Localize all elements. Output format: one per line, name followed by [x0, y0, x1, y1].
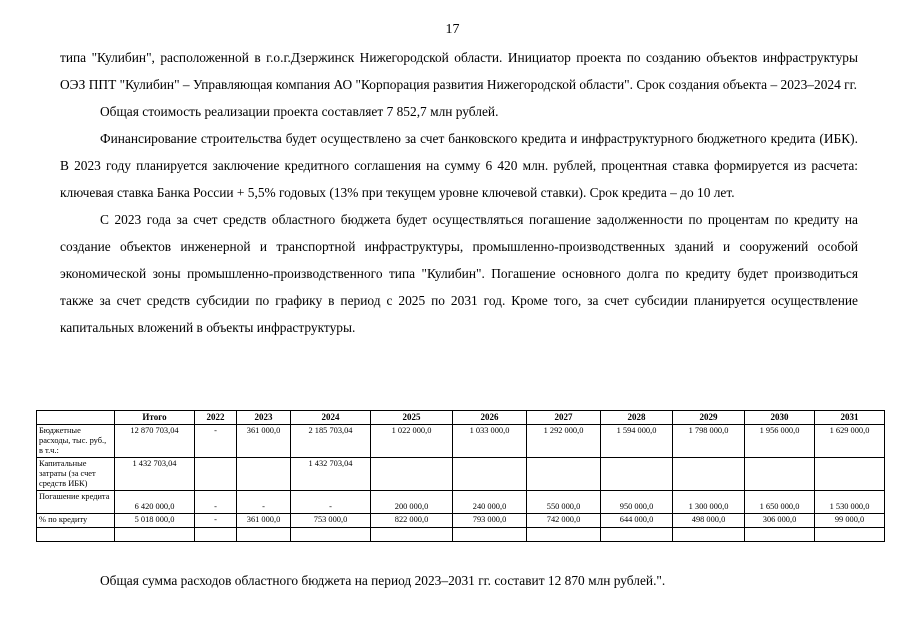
- table-row: [37, 425, 885, 458]
- row-label: Капитальные затраты (за счет средств ИБК): [37, 458, 115, 491]
- table-cell-empty: [527, 528, 601, 542]
- row-label: % по кредиту: [37, 514, 115, 528]
- table-cell: 361 000,0: [237, 425, 291, 458]
- row-label: Бюджетные расходы, тыс. руб., в т.ч.:: [37, 425, 115, 458]
- table-cell: 306 000,0: [745, 514, 815, 528]
- table-cell: 950 000,0: [601, 491, 673, 514]
- table-cell-empty: [115, 528, 195, 542]
- table-cell-empty: [453, 528, 527, 542]
- table-cell: 1 798 000,0: [673, 425, 745, 458]
- table-cell: 200 000,0: [371, 491, 453, 514]
- table-cell: -: [291, 491, 371, 514]
- table-header-cell: Итого: [115, 411, 195, 425]
- table-cell-empty: [371, 528, 453, 542]
- table-cell: [601, 458, 673, 491]
- table-header-cell: 2029: [673, 411, 745, 425]
- table-cell: 12 870 703,04: [115, 425, 195, 458]
- table-cell: [527, 458, 601, 491]
- table-header-cell: 2026: [453, 411, 527, 425]
- table-cell: 498 000,0: [673, 514, 745, 528]
- table-cell: -: [195, 514, 237, 528]
- closing-statement: Общая сумма расходов областного бюджета на период 2023–2031 гг. составит 12 870 млн рублей.".: [100, 573, 666, 588]
- table-cell: 1 300 000,0: [673, 491, 745, 514]
- table-cell: 1 432 703,04: [115, 458, 195, 491]
- table-cell: 1 530 000,0: [815, 491, 885, 514]
- table-header-cell: 2024: [291, 411, 371, 425]
- table-cell: [815, 458, 885, 491]
- table-cell: 1 022 000,0: [371, 425, 453, 458]
- budget-table: [36, 410, 885, 542]
- table-header-cell: 2022: [195, 411, 237, 425]
- table-cell: 361 000,0: [237, 514, 291, 528]
- paragraph-2: Общая стоимость реализации проекта составляет 7 852,7 млн рублей.: [100, 104, 499, 119]
- table-cell: 644 000,0: [601, 514, 673, 528]
- table-cell: 240 000,0: [453, 491, 527, 514]
- table-header-row: [37, 411, 885, 425]
- table-cell-empty: [37, 528, 115, 542]
- paragraph-3: Финансирование строительства будет осуществлено за счет банковского кредита и инфраструктурного бюджетного кредита (ИБК). В 2023 году планируется заключение кредитного соглашения на сумму 6 420 млн. рублей, процентная ставка формируется из расчета: ключевая ставка Банка России + 5,5% годовых (13% при текущем уровне ключевой ставки). Срок кредита – до 10 лет.: [60, 131, 858, 200]
- table-cell: 1 292 000,0: [527, 425, 601, 458]
- table-cell: 1 594 000,0: [601, 425, 673, 458]
- row-label: Погашение кредита: [37, 491, 115, 514]
- table-cell: 753 000,0: [291, 514, 371, 528]
- table-cell: 5 018 000,0: [115, 514, 195, 528]
- table-cell-empty: [601, 528, 673, 542]
- table-header-cell: 2030: [745, 411, 815, 425]
- table-cell: [673, 458, 745, 491]
- table-cell-empty: [745, 528, 815, 542]
- table-cell-empty: [195, 528, 237, 542]
- table-header-cell: [37, 411, 115, 425]
- table-cell: 2 185 703,04: [291, 425, 371, 458]
- table-cell: [195, 458, 237, 491]
- table-header-cell: 2028: [601, 411, 673, 425]
- table-cell: 822 000,0: [371, 514, 453, 528]
- table-cell-empty: [673, 528, 745, 542]
- table-cell: 99 000,0: [815, 514, 885, 528]
- budget-table-wrapper: [36, 410, 884, 542]
- table-cell: 1 956 000,0: [745, 425, 815, 458]
- body-text: [60, 44, 858, 341]
- table-cell: 793 000,0: [453, 514, 527, 528]
- table-cell-empty: [237, 528, 291, 542]
- table-cell: [371, 458, 453, 491]
- table-header-cell: 2025: [371, 411, 453, 425]
- table-cell: [453, 458, 527, 491]
- paragraph-1: типа "Кулибин", расположенной в г.о.г.Дзержинск Нижегородской области. Инициатор проекта по созданию объектов инфраструктуры ОЭЗ ППТ "Кулибин" – Управляющая компания АО "Корпорация развития Нижегородской области". Срок создания объекта – 2023–2024 гг.: [60, 50, 858, 92]
- table-cell: 1 650 000,0: [745, 491, 815, 514]
- table-cell: 1 432 703,04: [291, 458, 371, 491]
- table-header-cell: 2031: [815, 411, 885, 425]
- table-cell: -: [195, 491, 237, 514]
- paragraph-4: С 2023 года за счет средств областного бюджета будет осуществляться погашение задолженности по процентам по кредиту на создание объектов инженерной и транспортной инфраструктуры, промышленно-производственных зданий и сооружений особой экономической зоны промышленно-производственного типа "Кулибин". Погашение основного долга по кредиту будет производиться также за счет средств субсидии по графику в период с 2025 по 2031 год. Кроме того, за счет субсидии планируется осуществление капитальных вложений в объекты инфраструктуры.: [60, 212, 858, 335]
- table-cell: 1 033 000,0: [453, 425, 527, 458]
- table-cell: -: [237, 491, 291, 514]
- table-cell: 742 000,0: [527, 514, 601, 528]
- table-row: [37, 514, 885, 528]
- table-cell-empty: [815, 528, 885, 542]
- table-cell: [237, 458, 291, 491]
- page-number: 17: [445, 22, 460, 37]
- table-row: [37, 458, 885, 491]
- table-header-cell: 2027: [527, 411, 601, 425]
- table-cell: 6 420 000,0: [115, 491, 195, 514]
- table-cell: 550 000,0: [527, 491, 601, 514]
- table-cell-empty: [291, 528, 371, 542]
- table-cell: -: [195, 425, 237, 458]
- table-cell: 1 629 000,0: [815, 425, 885, 458]
- table-header-cell: 2023: [237, 411, 291, 425]
- table-cell: [745, 458, 815, 491]
- table-row-empty: [37, 528, 885, 542]
- table-row: [37, 491, 885, 514]
